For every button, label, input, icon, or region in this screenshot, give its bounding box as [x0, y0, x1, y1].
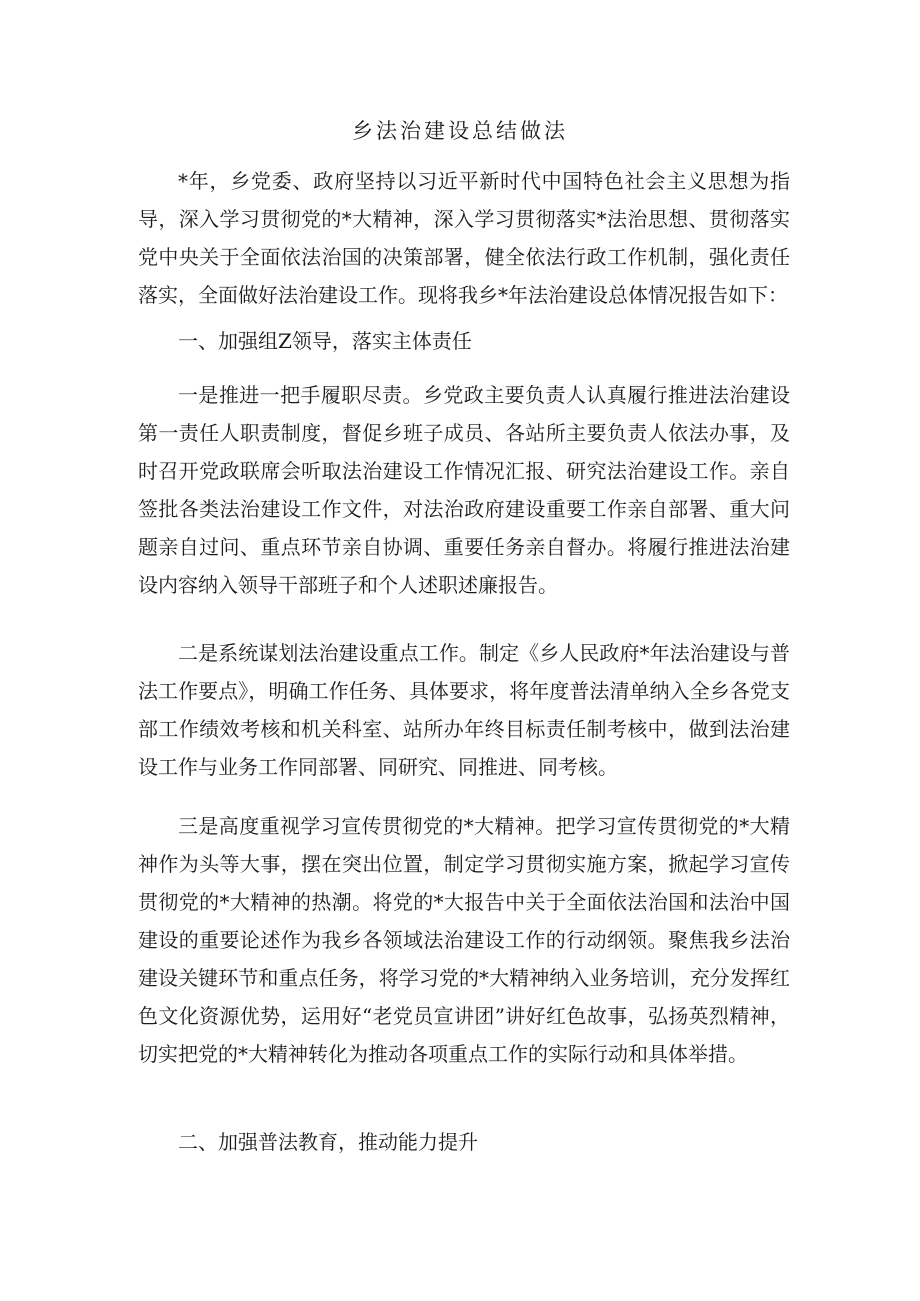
body-paragraph-3: 三是高度重视学习宣传贯彻党的*大精神。把学习宣传贯彻党的*大精神作为头等大事，摆在突出位置，制定学习贯彻实施方案，掀起学习宣传贯彻党的*大精神的热潮。将党的*大报告中关于全面依法治国和法治中国建设的重要论述作为我乡各领域法治建设工作的行动纲领。聚焦我乡法治建设关键环节和重点任务，将学习党的*大精神纳入业务培训，充分发挥红色文化资源优势，运用好“老党员宣讲团”讲好红色故事，弘扬英烈精神，切实把党的*大精神转化为推动各项重点工作的实际行动和具体举措。	[138, 814, 790, 1066]
section-heading-1: 一、加强组Z领导，落实主体责任	[178, 329, 472, 353]
body-paragraph-1: 一是推进一把手履职尽责。乡党政主要负责人认真履行推进法治建设第一责任人职责制度，督促乡班子成员、各站所主要负责人依法办事，及时召开党政联席会听取法治建设工作情况汇报、研究法治建设工作。亲自签批各类法治建设工作文件，对法治政府建设重要工作亲自部署、重大问题亲自过问、重点环节亲自协调、重要任务亲自督办。将履行推进法治建设内容纳入领导干部班子和个人述职述廉报告。	[138, 383, 790, 597]
body-paragraph-2: 二是系统谋划法治建设重点工作。制定《乡人民政府*年法治建设与普法工作要点》，明确工作任务、具体要求，将年度普法清单纳入全乡各党支部工作绩效考核和机关科室、站所办年终目标责任制考核中，做到法治建设工作与业务工作同部署、同研究、同推进、同考核。	[138, 641, 790, 779]
intro-paragraph: *年，乡党委、政府坚持以习近平新时代中国特色社会主义思想为指导，深入学习贯彻党的*大精神，深入学习贯彻落实*法治思想、贯彻落实党中央关于全面依法治国的决策部署，健全依法行政工作机制，强化责任落实，全面做好法治建设工作。现将我乡*年法治建设总体情况报告如下：	[138, 169, 790, 307]
section-heading-2: 二、加强普法教育，推动能力提升	[178, 1130, 478, 1154]
document-title: 乡法治建设总结做法	[352, 119, 568, 143]
